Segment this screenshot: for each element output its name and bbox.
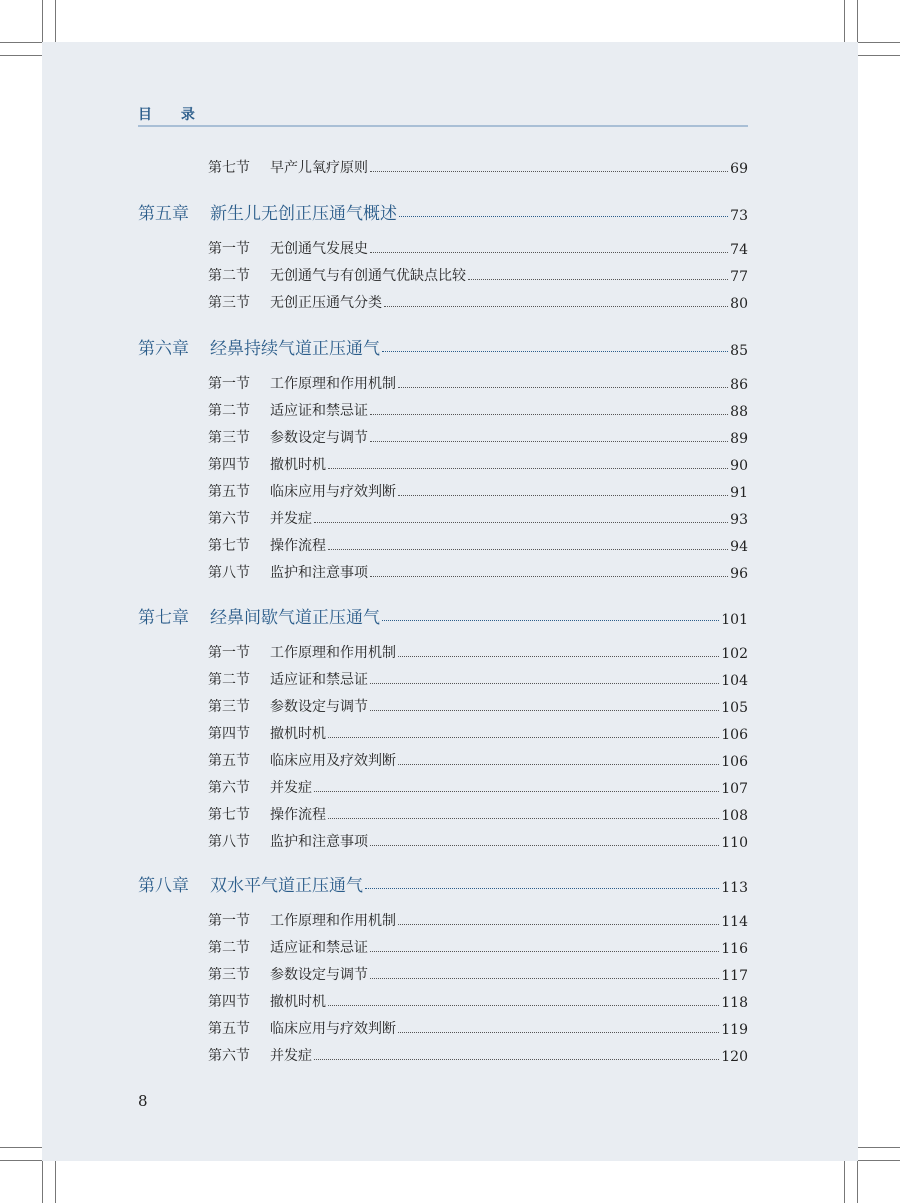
toc-chapter-entry[interactable] — [138, 200, 748, 224]
section-number: 第四节 — [208, 726, 250, 742]
chapter-number: 第六章 — [138, 339, 189, 359]
chapter-title: 新生儿无创正压通气概述 — [210, 204, 397, 224]
crop-mark-bottom-left-h — [0, 1160, 42, 1161]
chapter-number: 第八章 — [138, 876, 189, 896]
chapter-number: 第七章 — [138, 608, 189, 628]
dot-leader — [370, 977, 719, 979]
crop-mark-bottom-right-h2 — [858, 1147, 900, 1148]
crop-mark-top-right-h — [858, 42, 900, 43]
dot-leader — [328, 736, 719, 738]
section-title: 无创通气与有创通气优缺点比较 — [270, 268, 466, 284]
toc-section-entry[interactable] — [208, 535, 748, 555]
section-number: 第五节 — [208, 753, 250, 769]
running-header: 目 录 — [138, 107, 207, 123]
section-title: 无创正压通气分类 — [270, 295, 382, 311]
toc-section-entry[interactable] — [208, 804, 748, 824]
entry-page-number: 74 — [730, 242, 748, 258]
section-number: 第二节 — [208, 672, 250, 688]
entry-page-number: 91 — [730, 485, 748, 501]
section-number: 第七节 — [208, 160, 250, 176]
section-number: 第四节 — [208, 457, 250, 473]
dot-leader — [328, 467, 728, 469]
toc-section-entry[interactable] — [208, 238, 748, 258]
section-number: 第六节 — [208, 511, 250, 527]
toc-section-entry[interactable] — [208, 831, 748, 851]
toc-section-entry[interactable] — [208, 723, 748, 743]
chapter-number: 第五章 — [138, 204, 189, 224]
section-number: 第一节 — [208, 913, 250, 929]
entry-page-number: 113 — [721, 880, 748, 896]
section-title: 并发症 — [270, 511, 312, 527]
section-number: 第四节 — [208, 994, 250, 1010]
toc-section-entry[interactable] — [208, 696, 748, 716]
dot-leader — [328, 817, 719, 819]
crop-mark-top-left-h — [0, 42, 42, 43]
entry-page-number: 117 — [721, 968, 748, 984]
entry-page-number: 114 — [721, 914, 748, 930]
toc-section-entry[interactable] — [208, 937, 748, 957]
chapter-title: 经鼻持续气道正压通气 — [210, 339, 380, 359]
section-number: 第六节 — [208, 1048, 250, 1064]
dot-leader — [399, 215, 728, 217]
toc-section-entry[interactable] — [208, 157, 748, 177]
section-number: 第一节 — [208, 241, 250, 257]
toc-section-entry[interactable] — [208, 454, 748, 474]
crop-mark-bottom-left-h2 — [0, 1147, 42, 1148]
toc-section-entry[interactable] — [208, 991, 748, 1011]
toc-section-entry[interactable] — [208, 400, 748, 420]
section-title: 撤机时机 — [270, 457, 326, 473]
entry-page-number: 110 — [721, 835, 748, 851]
dot-leader — [398, 923, 719, 925]
section-number: 第五节 — [208, 1021, 250, 1037]
section-title: 早产儿氧疗原则 — [270, 160, 368, 176]
chapter-title: 经鼻间歇气道正压通气 — [210, 608, 380, 628]
crop-mark-bottom-left-v2 — [55, 1161, 56, 1203]
dot-leader — [398, 494, 728, 496]
dot-leader — [398, 763, 719, 765]
section-number: 第三节 — [208, 699, 250, 715]
section-title: 参数设定与调节 — [270, 430, 368, 446]
crop-mark-top-left-h2 — [0, 55, 42, 56]
entry-page-number: 73 — [730, 208, 748, 224]
section-title: 适应证和禁忌证 — [270, 940, 368, 956]
crop-mark-top-right-h2 — [858, 55, 900, 56]
crop-mark-top-right-v — [857, 0, 858, 42]
toc-section-entry[interactable] — [208, 1018, 748, 1038]
section-number: 第二节 — [208, 268, 250, 284]
toc-section-entry[interactable] — [208, 508, 748, 528]
entry-page-number: 88 — [730, 404, 748, 420]
crop-mark-bottom-right-v2 — [844, 1161, 845, 1203]
entry-page-number: 106 — [721, 754, 748, 770]
toc-section-entry[interactable] — [208, 777, 748, 797]
dot-leader — [370, 170, 728, 172]
section-title: 适应证和禁忌证 — [270, 403, 368, 419]
section-title: 并发症 — [270, 1048, 312, 1064]
section-number: 第七节 — [208, 807, 250, 823]
section-title: 参数设定与调节 — [270, 967, 368, 983]
toc-section-entry[interactable] — [208, 669, 748, 689]
dot-leader — [370, 682, 719, 684]
entry-page-number: 101 — [721, 612, 748, 628]
dot-leader — [328, 548, 728, 550]
dot-leader — [382, 350, 728, 352]
entry-page-number: 93 — [730, 512, 748, 528]
dot-leader — [370, 844, 719, 846]
section-number: 第八节 — [208, 565, 250, 581]
chapter-title: 双水平气道正压通气 — [210, 876, 363, 896]
dot-leader — [314, 521, 728, 523]
dot-leader — [365, 887, 719, 889]
entry-page-number: 104 — [721, 673, 748, 689]
header-rule — [138, 125, 748, 127]
section-title: 临床应用与疗效判断 — [270, 1021, 396, 1037]
entry-page-number: 69 — [730, 161, 748, 177]
toc-section-entry[interactable] — [208, 750, 748, 770]
section-title: 监护和注意事项 — [270, 834, 368, 850]
toc-section-entry[interactable] — [208, 910, 748, 930]
entry-page-number: 108 — [721, 808, 748, 824]
section-title: 临床应用与疗效判断 — [270, 484, 396, 500]
toc-section-entry[interactable] — [208, 562, 748, 582]
section-title: 并发症 — [270, 780, 312, 796]
entry-page-number: 85 — [730, 343, 748, 359]
section-number: 第八节 — [208, 834, 250, 850]
dot-leader — [398, 1031, 719, 1033]
toc-section-entry[interactable] — [208, 1045, 748, 1065]
toc-section-entry[interactable] — [208, 292, 748, 312]
toc-section-entry[interactable] — [208, 265, 748, 285]
dot-leader — [384, 305, 728, 307]
section-title: 工作原理和作用机制 — [270, 645, 396, 661]
section-number: 第一节 — [208, 645, 250, 661]
dot-leader — [370, 950, 719, 952]
section-number: 第二节 — [208, 403, 250, 419]
entry-page-number: 96 — [730, 566, 748, 582]
entry-page-number: 90 — [730, 458, 748, 474]
section-title: 操作流程 — [270, 538, 326, 554]
entry-page-number: 118 — [721, 995, 748, 1011]
section-number: 第三节 — [208, 295, 250, 311]
entry-page-number: 116 — [721, 941, 748, 957]
crop-mark-top-left-v2 — [55, 0, 56, 42]
section-title: 操作流程 — [270, 807, 326, 823]
section-title: 无创通气发展史 — [270, 241, 368, 257]
dot-leader — [382, 619, 719, 621]
crop-mark-top-right-v2 — [844, 0, 845, 42]
section-number: 第七节 — [208, 538, 250, 554]
dot-leader — [370, 575, 728, 577]
dot-leader — [468, 278, 728, 280]
entry-page-number: 94 — [730, 539, 748, 555]
section-title: 适应证和禁忌证 — [270, 672, 368, 688]
toc-section-entry[interactable] — [208, 427, 748, 447]
dot-leader — [314, 1058, 719, 1060]
section-title: 工作原理和作用机制 — [270, 376, 396, 392]
entry-page-number: 77 — [730, 269, 748, 285]
dot-leader — [370, 413, 728, 415]
section-title: 撤机时机 — [270, 726, 326, 742]
dot-leader — [314, 790, 719, 792]
toc-section-entry[interactable] — [208, 373, 748, 393]
toc-section-entry[interactable] — [208, 642, 748, 662]
section-number: 第六节 — [208, 780, 250, 796]
entry-page-number: 86 — [730, 377, 748, 393]
crop-mark-top-left-v — [42, 0, 43, 42]
toc-chapter-entry[interactable] — [138, 604, 748, 628]
toc-section-entry[interactable] — [208, 481, 748, 501]
toc-chapter-entry[interactable] — [138, 335, 748, 359]
dot-leader — [328, 1004, 719, 1006]
dot-leader — [398, 655, 719, 657]
dot-leader — [398, 386, 728, 388]
dot-leader — [370, 440, 728, 442]
entry-page-number: 120 — [721, 1049, 748, 1065]
section-number: 第五节 — [208, 484, 250, 500]
entry-page-number: 102 — [721, 646, 748, 662]
entry-page-number: 89 — [730, 431, 748, 447]
page-number: 8 — [138, 1092, 148, 1110]
entry-page-number: 80 — [730, 296, 748, 312]
section-title: 撤机时机 — [270, 994, 326, 1010]
entry-page-number: 107 — [721, 781, 748, 797]
section-number: 第一节 — [208, 376, 250, 392]
crop-mark-bottom-left-v — [42, 1161, 43, 1203]
entry-page-number: 106 — [721, 727, 748, 743]
toc-section-entry[interactable] — [208, 964, 748, 984]
dot-leader — [370, 709, 719, 711]
crop-mark-bottom-right-v — [857, 1161, 858, 1203]
section-title: 工作原理和作用机制 — [270, 913, 396, 929]
section-title: 临床应用及疗效判断 — [270, 753, 396, 769]
section-number: 第二节 — [208, 940, 250, 956]
section-number: 第三节 — [208, 430, 250, 446]
toc-chapter-entry[interactable] — [138, 872, 748, 896]
section-title: 参数设定与调节 — [270, 699, 368, 715]
entry-page-number: 105 — [721, 700, 748, 716]
section-number: 第三节 — [208, 967, 250, 983]
dot-leader — [370, 251, 728, 253]
crop-mark-bottom-right-h — [858, 1160, 900, 1161]
entry-page-number: 119 — [721, 1022, 748, 1038]
section-title: 监护和注意事项 — [270, 565, 368, 581]
